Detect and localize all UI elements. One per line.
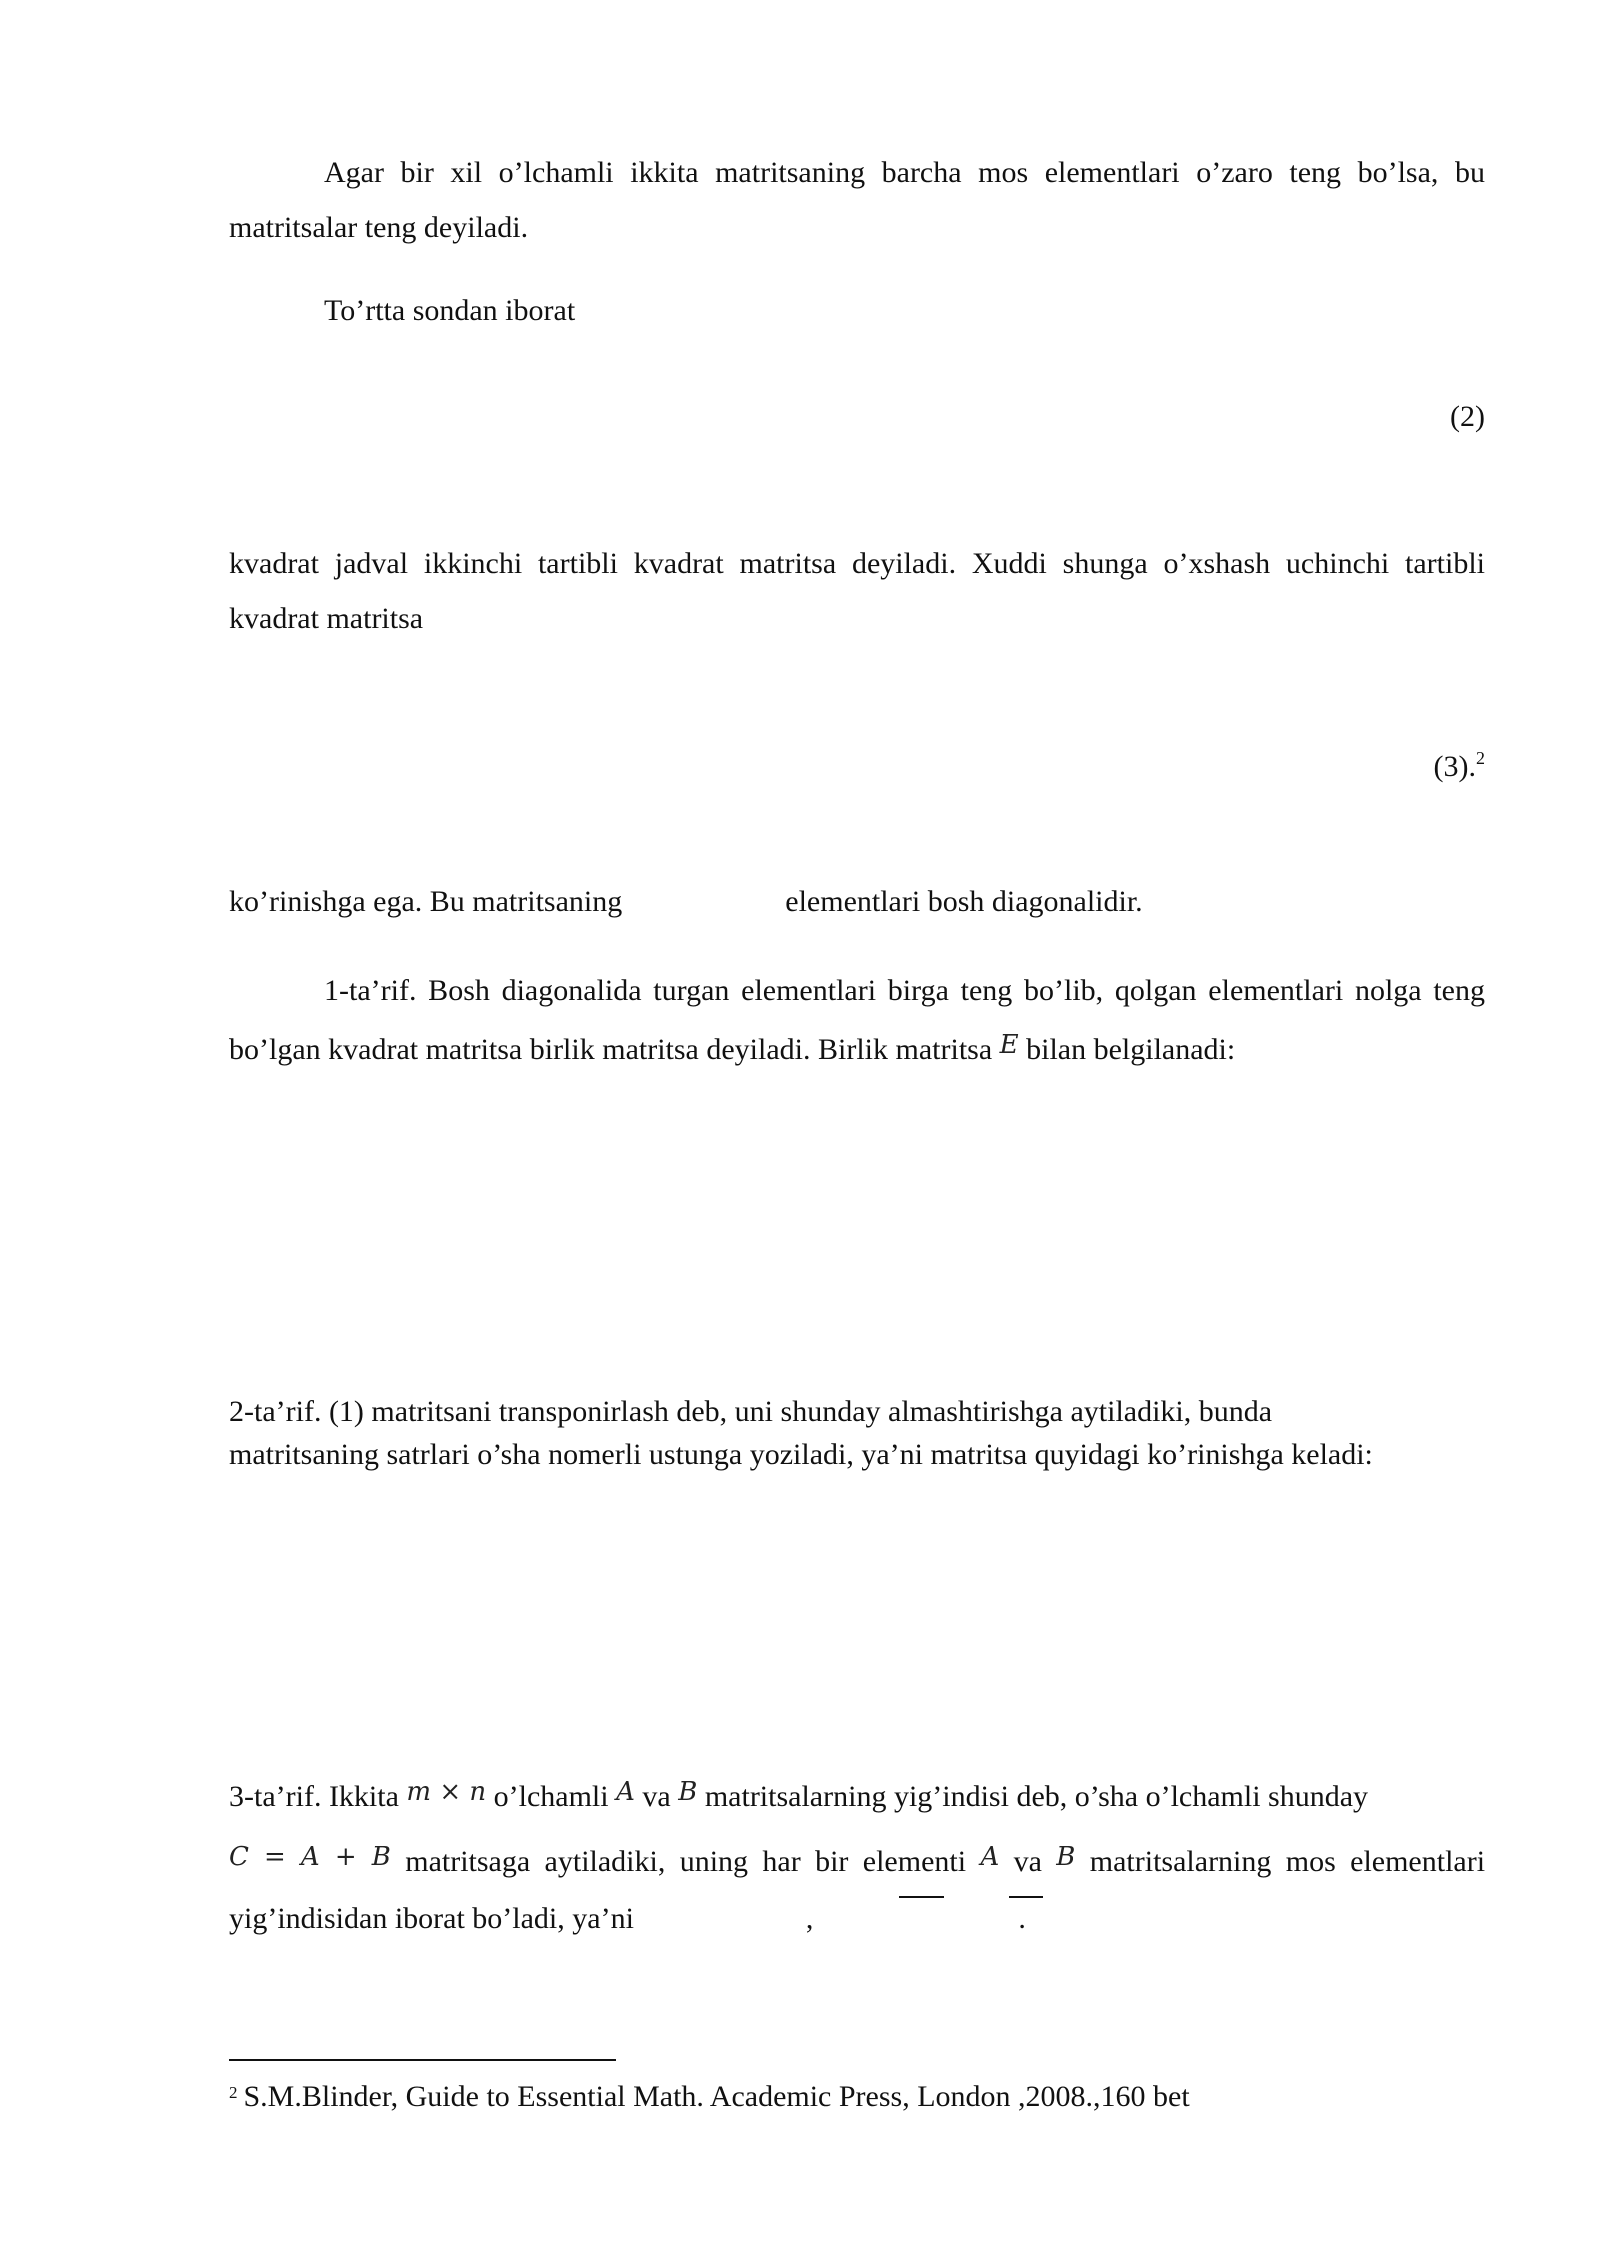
footnote-separator bbox=[229, 2059, 616, 2061]
definition-3-text: matritsalarning mos elementlari bbox=[1089, 1845, 1485, 1878]
definition-3-period: . bbox=[1018, 1902, 1026, 1935]
matrix-a-symbol: A bbox=[980, 1842, 1000, 1872]
matrix-a-symbol: A bbox=[616, 1777, 635, 1807]
definition-3-line-1 bbox=[229, 1772, 1368, 1817]
footnote-reference[interactable]: 2 bbox=[1476, 748, 1485, 768]
equation-number-3 bbox=[1434, 738, 1485, 787]
definition-3-text: 3-ta’rif. Ikkita bbox=[229, 1780, 399, 1813]
definition-1 bbox=[229, 963, 1485, 1077]
definition-3-text: matritsalarning yig’indisi deb, o’sha o’lchamli shunday bbox=[704, 1780, 1369, 1813]
definition-3-text: o’lchamli bbox=[493, 1780, 609, 1813]
definition-1-text-a: 1-ta’rif. Bosh diagonalida turgan elementlari birga teng bo’lib, qolgan elementlari nolga teng bo’lgan kvadrat matritsa birlik matritsa deyiladi. Birlik matritsa bbox=[229, 974, 1485, 1066]
main-diagonal-text-b: elementlari bosh diagonalidir. bbox=[785, 885, 1143, 918]
equation-number-2: (2) bbox=[1450, 400, 1485, 433]
matrix-b-symbol: B bbox=[678, 1777, 698, 1807]
paragraph-main-diagonal bbox=[229, 882, 1143, 922]
footnote bbox=[229, 2073, 1190, 2117]
definition-1-text-b: bilan belgilanadi: bbox=[1026, 1033, 1236, 1066]
paragraph-four-numbers: To’rtta sondan iborat bbox=[324, 294, 576, 327]
definition-3-comma: , bbox=[805, 1902, 814, 1935]
definition-3-text: va bbox=[1013, 1845, 1042, 1878]
matrix-b-symbol: B bbox=[1056, 1842, 1076, 1872]
main-diagonal-text-a: ko’rinishga ega. Bu matritsaning bbox=[229, 885, 623, 918]
definition-3-line-2 bbox=[229, 1830, 1485, 1885]
definition-3-line-3 bbox=[229, 1899, 1026, 1939]
footnote-number: 2 bbox=[229, 2083, 238, 2102]
definition-2-line-1: 2-ta’rif. (1) matritsani transponirlash deb, uni shunday almashtirishga aytiladiki, bunda bbox=[229, 1395, 1273, 1428]
dimension-symbol: m × n bbox=[406, 1777, 487, 1807]
definition-2-line-2: matritsaning satrlari o’sha nomerli ustunga yoziladi, ya’ni matritsa quyidagi ko’rinishga keladi: bbox=[229, 1438, 1373, 1471]
definition-3-text: matritsaga aytiladiki, uning har bir elementi bbox=[405, 1845, 967, 1878]
identity-matrix-symbol: E bbox=[999, 1030, 1019, 1060]
definition-3-text: yig’indisidan iborat bo’ladi, ya’ni bbox=[229, 1902, 634, 1935]
equation-number-3-label: (3). bbox=[1433, 750, 1476, 783]
paragraph-second-order-matrix: kvadrat jadval ikkinchi tartibli kvadrat matritsa deyiladi. Xuddi shunga o’xshash uchinchi tartibli kvadrat matritsa bbox=[229, 547, 1485, 635]
sum-formula-symbol: C = A + B bbox=[229, 1842, 391, 1872]
index-range-overline bbox=[899, 1896, 944, 1898]
index-range-overline bbox=[1009, 1896, 1043, 1898]
footnote-text: S.M.Blinder, Guide to Essential Math. Academic Press, London ,2008.,160 bet bbox=[243, 2080, 1190, 2113]
paragraph-matrix-equality: Agar bir xil o’lchamli ikkita matritsaning barcha mos elementlari o’zaro teng bo’lsa, bu matritsalar teng deyiladi. bbox=[229, 156, 1485, 244]
definition-3-text: va bbox=[642, 1780, 671, 1813]
